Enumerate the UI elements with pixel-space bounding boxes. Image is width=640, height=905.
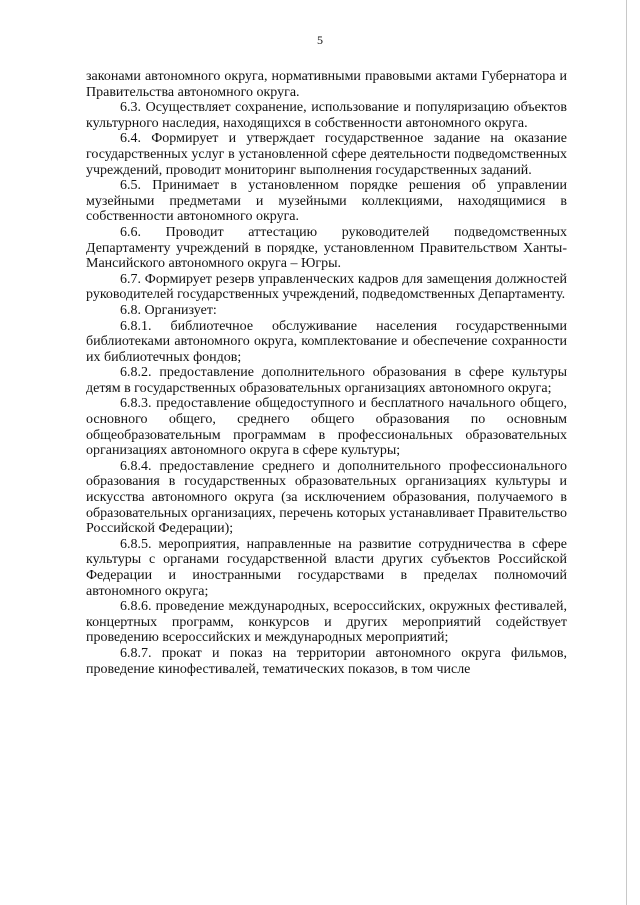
paragraph-6-7: 6.7. Формирует резерв управленческих кадров для замещения должностей руководителей государственных учреждений, подведомственных Департаменту. [86, 271, 567, 303]
paragraph-6-8-2: 6.8.2. предоставление дополнительного образования в сфере культуры детям в государственных образовательных организациях автономного округа; [86, 365, 567, 396]
paragraph-6-8: 6.8. Организует: [120, 302, 217, 318]
paragraph-6-8-1: 6.8.1. библиотечное обслуживание населения государственными библиотеками автономного округа, комплектование и обеспечение сохранности их библиотечных фондов; [86, 318, 567, 365]
paragraph-6-5: 6.5. Принимает в установленном порядке решения об управлении музейными предметами и музейными коллекциями, находящимися в собственности автономного округа. [86, 178, 567, 225]
paragraph-6-8-3: 6.8.3. предоставление общедоступного и бесплатного начального общего, основного общего, среднего общего образования по основным общеобразовательным программам в профессиональных образовательных организациях автономного округа в сфере культуры; [86, 396, 567, 459]
scan-edge-line [626, 0, 627, 905]
paragraph-6-8-4: 6.8.4. предоставление среднего и дополнительного профессионального образования в государственных образовательных организациях культуры и искусства автономного округа (за исключением образования, получаемого в образовательных организациях, перечень которых устанавливает Правительство Российской Федерации); [86, 458, 567, 537]
page-number: 5 [317, 33, 323, 47]
paragraph-6-8-7: 6.8.7. прокат и показ на территории автономного округа фильмов, проведение кинофестивалей, тематических показов, в том числе [86, 645, 567, 677]
paragraph-6-4: 6.4. Формирует и утверждает государственное задание на оказание государственных услуг в установленной сфере деятельности подведомственных учреждений, проводит мониторинг выполнения государственных заданий. [86, 131, 567, 178]
paragraph-6-8-6: 6.8.6. проведение международных, всероссийских, окружных фестивалей, концертных программ, конкурсов и других мероприятий содействует проведению всероссийских и международных мероприятий; [86, 599, 567, 646]
paragraph-6-3: 6.3. Осуществляет сохранение, использование и популяризацию объектов культурного наследия, находящихся в собственности автономного округа. [86, 100, 567, 131]
paragraph-intro: законами автономного округа, нормативными правовыми актами Губернатора и Правительства автономного округа. [86, 69, 567, 100]
document-body [86, 69, 567, 677]
paragraph-6-6: 6.6. Проводит аттестацию руководителей подведомственных Департаменту учреждений в порядке, установленном Правительством Ханты-Мансийского автономного округа – Югры. [86, 224, 567, 272]
paragraph-6-8-5: 6.8.5. мероприятия, направленные на развитие сотрудничества в сфере культуры с органами государственной власти других субъектов Российской Федерации и иностранными государствами в пределах полномочий автономного округа; [86, 536, 567, 599]
